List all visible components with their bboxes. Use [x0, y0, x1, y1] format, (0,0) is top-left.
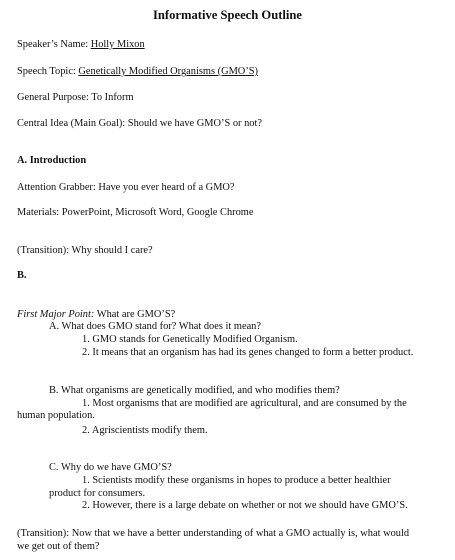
- point-b-item-1: 1. Most organisms that are modified are agricultural, and are consumed by the: [82, 398, 407, 409]
- first-major-point-text: What are GMO’S?: [94, 309, 176, 320]
- transition-2: (Transition): Now that we have a better understanding of what a GMO actually is, what would: [17, 528, 410, 539]
- point-a-item-1: 1. GMO stands for Genetically Modified Organism.: [82, 334, 298, 345]
- document-title: Informative Speech Outline: [152, 8, 303, 22]
- transition-2-cont: we get out of them?: [17, 541, 100, 552]
- section-a-heading: A. Introduction: [17, 155, 87, 166]
- section-b-heading: B.: [17, 270, 27, 281]
- point-c-item-1-cont: product for consumers.: [49, 488, 146, 499]
- point-b-item-2: 2. Agriscientists modify them.: [82, 425, 208, 436]
- central-idea: Central Idea (Main Goal): Should we have GMO’S or not?: [17, 118, 262, 129]
- speech-topic-label: Speech Topic:: [17, 66, 79, 77]
- general-purpose: General Purpose: To Inform: [17, 92, 134, 103]
- first-major-point-label: First Major Point:: [17, 309, 95, 320]
- speech-topic-value: Genetically Modified Organisms (GMO’S): [78, 66, 259, 77]
- materials: Materials: PowerPoint, Microsoft Word, Google Chrome: [17, 207, 254, 218]
- point-c: C. Why do we have GMO’S?: [49, 462, 172, 473]
- point-b-item-1-cont: human population.: [17, 410, 95, 421]
- transition-1: (Transition): Why should I care?: [17, 245, 153, 256]
- speaker-name-line: [17, 39, 145, 51]
- speaker-name-value: Holly Mixon: [90, 39, 145, 50]
- point-c-item-2: 2. However, there is a large debate on whether or not we should have GMO’S.: [82, 500, 408, 511]
- point-c-item-1: 1. Scientists modify these organisms in hopes to produce a better healthier: [82, 475, 391, 486]
- first-major-point: [17, 309, 175, 321]
- point-b: B. What organisms are genetically modified, and who modifies them?: [49, 385, 340, 396]
- speech-topic-line: [17, 66, 258, 78]
- speaker-name-label: Speaker’s Name:: [17, 39, 91, 50]
- point-a-item-2: 2. It means that an organism has had its genes changed to form a better product.: [82, 347, 414, 358]
- attention-grabber: Attention Grabber: Have you ever heard of a GMO?: [17, 182, 235, 193]
- point-a: A. What does GMO stand for? What does it mean?: [49, 321, 261, 332]
